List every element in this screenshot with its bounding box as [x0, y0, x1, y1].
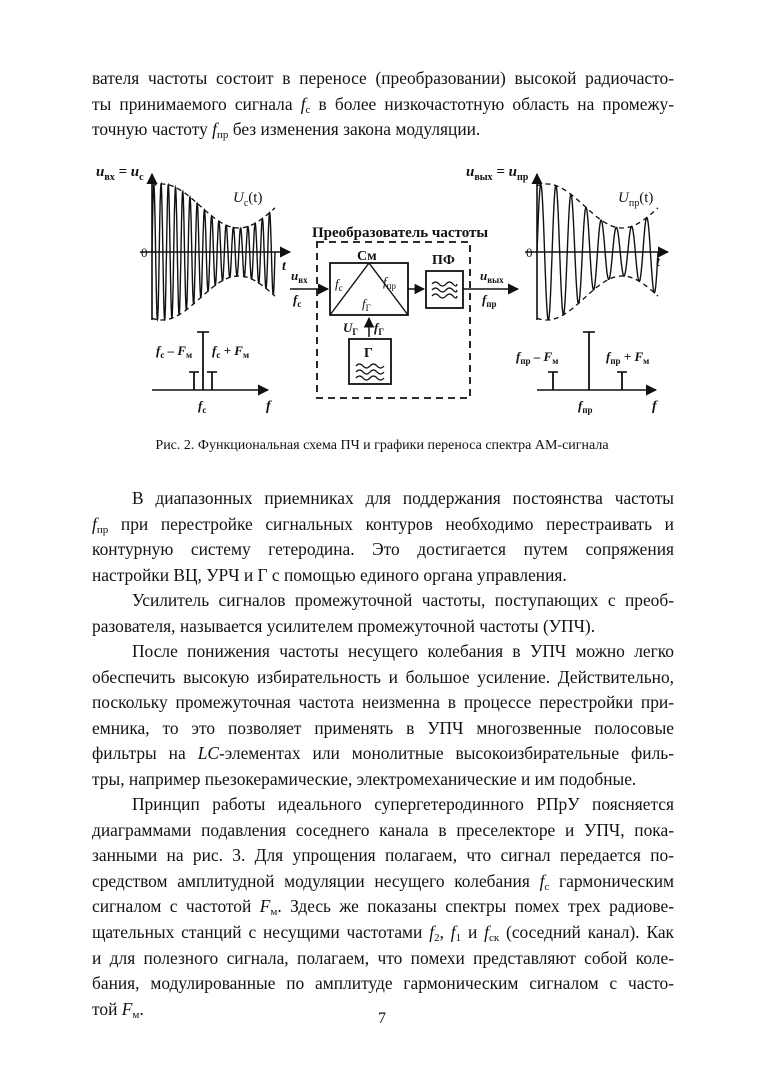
input-spectrum	[152, 332, 272, 415]
text-line: сигналом с частотой $F_м$. Здесь же показаны спектры помех трех радиове-	[92, 896, 674, 919]
right-t-label: t	[656, 255, 660, 270]
spec-right-lower: $f_{пр} - F_м$	[516, 349, 559, 366]
text-line: и для полезного сигнала, полагаем, что помехи представляют собой коле-	[92, 947, 674, 968]
mixer-label: См	[357, 249, 377, 264]
input-f-label: $f_с$	[293, 292, 302, 309]
text-line: емника, то это позволяет применять в УПЧ многозвенные полосовые	[92, 717, 674, 738]
spec-left-upper: $f_с + F_м$	[212, 343, 250, 360]
text-line: обеспечить высокую избирательность и большое усиление. Действительно,	[92, 666, 674, 687]
left-axis-label: $u_{вх} = u_с$	[96, 164, 144, 183]
text-line: разователя, называется усилителем промежуточной частоты (УПЧ).	[92, 615, 596, 636]
page-number: 7	[378, 1010, 386, 1027]
left-zero-label: 0	[141, 245, 148, 260]
converter-block	[312, 225, 488, 398]
paragraph-intro	[92, 66, 674, 143]
text-line: контурную систему гетеродина. Это достигается путем сопряжения	[92, 539, 674, 560]
left-t-label: t	[282, 259, 286, 274]
spec-left-axis-f: f	[266, 399, 271, 414]
osc-f-label: $f_Г$	[374, 320, 385, 337]
oscillator-label: Г	[364, 346, 373, 361]
spec-right-axis-f: f	[652, 399, 657, 414]
osc-u-label: $U_Г$	[343, 320, 359, 337]
text-line: ты принимаемого сигнала $f_с$ в более низкочастотную область на промежу-	[92, 93, 674, 116]
local-oscillator	[349, 339, 391, 384]
output-f-label: $f_{пр}$	[482, 292, 497, 309]
right-envelope-label: $U_{пр}(t)$	[618, 190, 654, 209]
mixer-fpr: $f_{пр}$	[383, 274, 396, 291]
spec-right-center: $f_{пр}$	[578, 398, 593, 415]
text-line: вателя частоты состоит в переносе (преобразовании) высокой радиочасто-	[92, 68, 674, 88]
text-line: занными на рис. 3. Для упрощения полагаем, что сигнал передается по-	[92, 845, 674, 866]
figure-caption: Рис. 2. Функциональная схема ПЧ и графики переноса спектра АМ-сигнала	[155, 438, 609, 453]
text-line: тры, например пьезокерамические, электромеханические и им подобные.	[92, 768, 637, 789]
text-line: Усилитель сигналов промежуточной частоты, поступающих с преоб-	[132, 590, 674, 610]
block-title: Преобразователь частоты	[312, 225, 489, 241]
input-waveform	[96, 164, 290, 320]
text-line: средством амплитудной модуляции несущего колебания $f_с$ гармоническим	[92, 870, 675, 893]
mixer-fc: $f_с$	[335, 276, 343, 293]
output-u-label: $u_{вых}$	[480, 268, 504, 285]
text-line: фильтры на LC-элементах или монолитные высокоизбирательные филь-	[92, 743, 674, 764]
input-u-label: $u_{вх}$	[291, 268, 308, 285]
paragraph-if-amplifier	[92, 588, 674, 639]
text-line: настройки ВЦ, УРЧ и Г с помощью единого органа управления.	[92, 564, 567, 585]
text-line: поскольку промежуточная частота неизменна в процессе перестройки при-	[92, 692, 674, 713]
text-line: диаграммами подавления соседнего канала в преселекторе и УПЧ, пока-	[92, 819, 674, 840]
text-line: В диапазонных приемниках для поддержания постоянства частоты	[132, 488, 674, 508]
text-line: После понижения частоты несущего колебания в УПЧ можно легко	[132, 641, 674, 661]
paragraph-selectivity	[92, 639, 674, 793]
text-line: Принцип работы идеального супергетеродинного РПрУ поясняется	[132, 794, 674, 814]
bandpass-filter	[426, 253, 463, 308]
output-waveform	[466, 164, 668, 320]
output-spectrum	[516, 332, 658, 415]
paragraph-range-receivers	[92, 486, 674, 588]
filter-label: ПФ	[432, 253, 455, 268]
mixer	[330, 249, 408, 315]
spec-left-lower: $f_с - F_м$	[156, 343, 193, 360]
figure-frequency-converter	[0, 160, 764, 435]
spec-right-upper: $f_{пр} + F_м$	[606, 349, 650, 366]
text-line: $f_{пр}$ при перестройке сигнальных контуров необходимо перестраивать и	[92, 513, 674, 536]
text-line: точную частоту $f_{пр}$ без изменения закона модуляции.	[92, 119, 481, 142]
text-line: той $F_м$.	[92, 998, 144, 1021]
mixer-fg: $f_Г$	[362, 296, 371, 313]
right-zero-label: 0	[526, 245, 533, 260]
right-axis-label: $u_{вых} = u_{пр}$	[466, 164, 529, 183]
left-envelope-label: $U_с(t)$	[233, 190, 263, 209]
text-line: бания, модулированные по амплитуде гармоническим сигналом с часто-	[92, 973, 674, 994]
text-line: щательных станций с несущими частотами $f_2$, $f_1$ и $f_{ск}$ (соседний канал). Как	[92, 921, 674, 944]
paragraph-principle	[92, 792, 674, 1022]
spec-left-center: $f_с$	[198, 398, 207, 415]
